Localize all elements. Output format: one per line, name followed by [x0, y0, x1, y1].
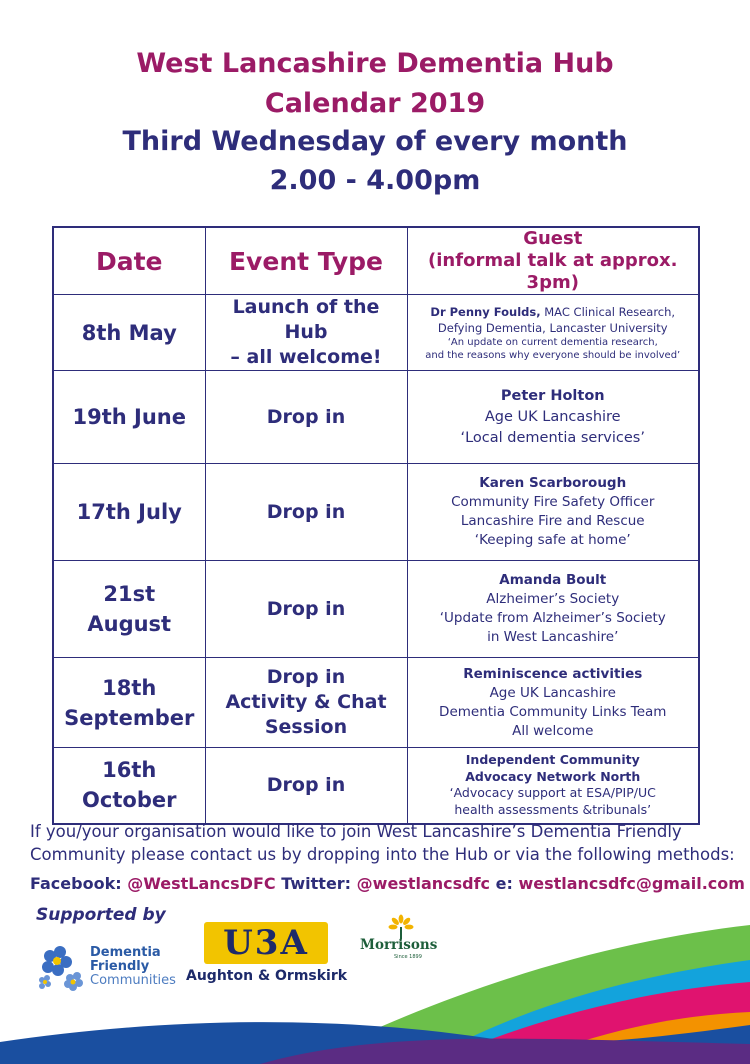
event-line: Drop in — [266, 666, 346, 688]
row-date: 8th May — [53, 295, 205, 371]
guest-name: Amanda Boult — [499, 572, 607, 588]
twitter-link[interactable]: @westlancsdfc — [356, 874, 491, 893]
guest-name: Independent Community — [465, 752, 640, 768]
guest-line: Defying Dementia, Lancaster University — [437, 320, 668, 335]
row-event — [205, 295, 407, 371]
row-guest — [407, 748, 699, 824]
row-guest — [407, 561, 699, 658]
date-line: September — [64, 705, 195, 730]
guest-line: Dr Penny Foulds, MAC Clinical Research, — [430, 304, 676, 319]
u3a-subtitle: Aughton & Ormskirk — [186, 968, 348, 984]
guest-line: ‘Keeping safe at home’ — [474, 532, 631, 548]
contact-text — [30, 820, 740, 866]
row-event: Drop in — [205, 748, 407, 824]
guest-line: and the reasons why everyone should be involved’ — [425, 349, 681, 361]
row-event: Drop in — [205, 464, 407, 561]
row-event: Drop in — [205, 371, 407, 464]
guest-line: Community Fire Safety Officer — [451, 494, 655, 510]
table-row — [53, 295, 699, 371]
row-date: 19th June — [53, 371, 205, 464]
events-table — [52, 226, 700, 825]
facebook-link[interactable]: @WestLancsDFC — [127, 874, 276, 893]
guest-line: ‘Update from Alzheimer’s Society — [439, 610, 666, 626]
guest-line: ‘An update on current dementia research, — [447, 336, 658, 348]
dfc-line: Communities — [90, 973, 176, 988]
twitter-label: Twitter: — [281, 874, 352, 893]
row-event — [205, 658, 407, 748]
table-row — [53, 464, 699, 561]
row-guest — [407, 371, 699, 464]
guest-name: Peter Holton — [500, 387, 605, 404]
table-row — [53, 748, 699, 824]
row-date: 21st August — [53, 561, 205, 658]
morrisons-logo-text: Morrisons — [360, 937, 438, 953]
guest-line: Dementia Community Links Team — [439, 703, 667, 720]
guest-name: Karen Scarborough — [479, 475, 627, 491]
guest-line: Alzheimer’s Society — [486, 591, 620, 607]
table-row — [53, 561, 699, 658]
row-guest — [407, 658, 699, 748]
event-line: Launch of the Hub — [232, 296, 380, 343]
table-header-row — [53, 227, 699, 295]
guest-line: Lancashire Fire and Rescue — [460, 513, 645, 529]
email-label: e: — [495, 874, 513, 893]
supported-by-label: Supported by — [36, 905, 166, 925]
row-guest — [407, 295, 699, 371]
guest-line: ‘Advocacy support at ESA/PIP/UC — [449, 785, 656, 801]
guest-line: ‘Local dementia services’ — [460, 429, 645, 446]
header-date: Date — [53, 227, 205, 295]
dfc-logo-text — [90, 946, 176, 988]
guest-line: Age UK Lancashire — [484, 408, 621, 425]
row-guest — [407, 464, 699, 561]
u3a-logo-text: U3A — [223, 923, 309, 963]
contact-line: Community please contact us by dropping into the Hub or via the following methods: — [30, 845, 735, 864]
date-line: 18th — [102, 675, 157, 700]
header-guest-label: Guest — [523, 228, 583, 249]
header-event-type: Event Type — [205, 227, 407, 295]
header-guest — [407, 227, 699, 295]
guest-line: health assessments &tribunals’ — [454, 801, 652, 817]
dfc-line: Dementia — [90, 945, 161, 960]
row-date — [53, 658, 205, 748]
schedule-text: Third Wednesday of every month — [122, 126, 628, 157]
guest-line: Age UK Lancashire — [489, 684, 616, 701]
event-line: Activity & Chat — [225, 691, 387, 713]
calendar-year: Calendar 2019 — [264, 88, 486, 119]
guest-line: in West Lancashire’ — [487, 629, 619, 645]
row-date: 16th October — [53, 748, 205, 824]
facebook-label: Facebook: — [30, 874, 122, 893]
time-text: 2.00 - 4.00pm — [269, 165, 481, 196]
morrisons-since: Since 1899 — [394, 954, 422, 960]
email-link[interactable]: westlancsdfc@gmail.com — [518, 874, 745, 893]
dfc-line: Friendly — [90, 959, 150, 974]
table-row — [53, 371, 699, 464]
hub-title: West Lancashire Dementia Hub — [136, 48, 614, 79]
social-links — [30, 874, 745, 893]
contact-line: If you/your organisation would like to join West Lancashire’s Dementia Friendly — [30, 822, 682, 841]
guest-line: All welcome — [512, 722, 594, 739]
row-event: Drop in — [205, 561, 407, 658]
table-row — [53, 658, 699, 748]
guest-name: Reminiscence activities — [463, 665, 643, 682]
guest-name: Advocacy Network North — [465, 768, 641, 784]
row-date: 17th July — [53, 464, 205, 561]
event-line: Session — [264, 716, 348, 738]
event-line: – all welcome! — [230, 346, 382, 368]
header-guest-note: (informal talk at approx. 3pm) — [428, 250, 678, 293]
